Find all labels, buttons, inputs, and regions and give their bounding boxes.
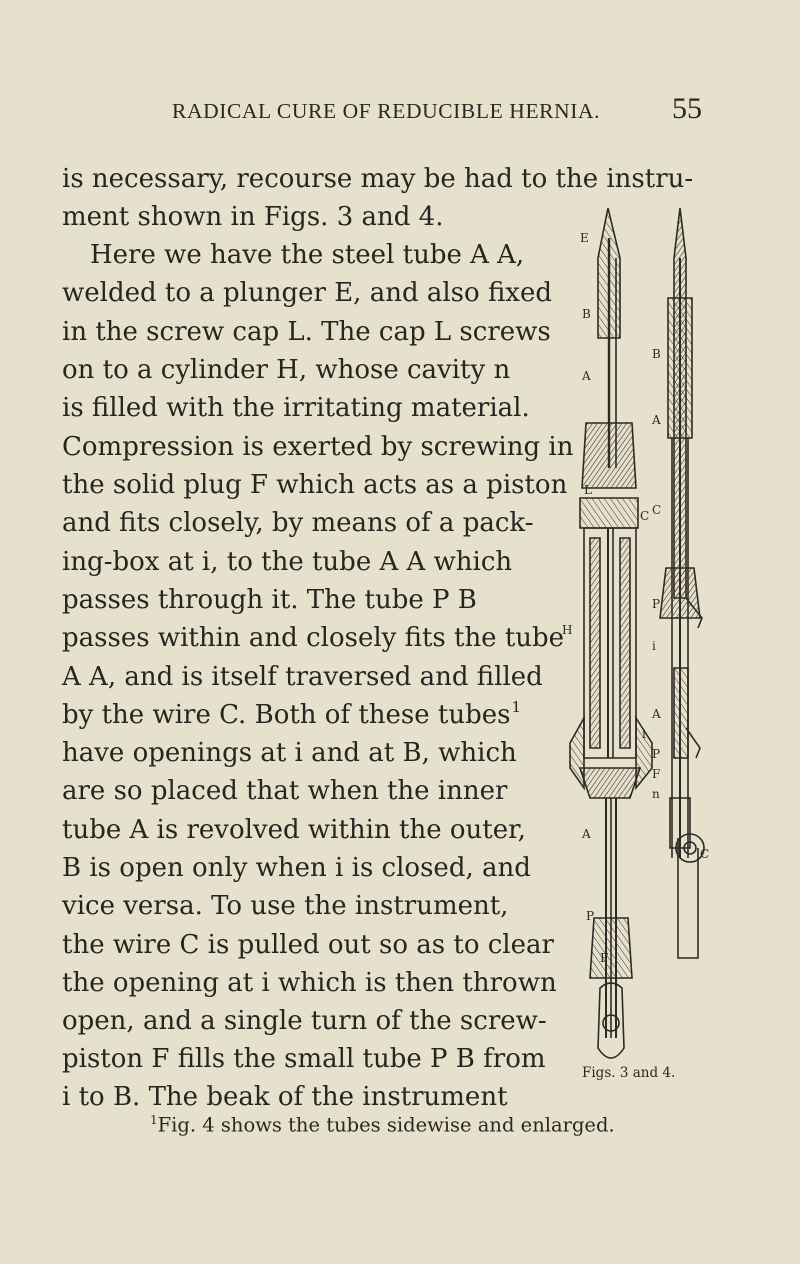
instrument-drawing — [540, 198, 800, 1083]
figure-3-instrument — [570, 208, 652, 1058]
body-line-with-ref — [62, 696, 521, 737]
body-line: have openings at i and at B, which — [62, 738, 517, 768]
body-line-text: by the wire C. Both of these tubes — [62, 700, 511, 730]
body-line: the wire C is pulled out so as to clear — [62, 930, 554, 960]
page-number: 55 — [672, 92, 702, 125]
label-i: i — [642, 727, 646, 741]
label-H: H — [562, 623, 573, 637]
body-line: welded to a plunger E, and also fixed — [62, 278, 552, 308]
body-line: B is open only when i is closed, and — [62, 853, 531, 883]
body-line: tube A is revolved within the outer, — [62, 815, 526, 845]
label-L: L — [584, 483, 592, 497]
body-line: passes through it. The tube P B — [62, 585, 477, 615]
running-title: RADICAL CURE OF REDUCIBLE HERNIA. — [172, 99, 601, 123]
body-line: are so placed that when the inner — [62, 776, 508, 806]
label-C-fig4: C — [652, 503, 662, 517]
body-line: i to B. The beak of the instrument — [62, 1082, 508, 1112]
screw-cap — [582, 423, 636, 488]
figure-caption: Figs. 3 and 4. — [582, 1065, 676, 1081]
body-line: is necessary, recourse may be had to the instru- — [62, 164, 694, 194]
label-A-fig4-lower: A — [652, 707, 661, 721]
footnote-text: Fig. 4 shows the tubes sidewise and enlarged. — [157, 1113, 615, 1137]
label-B: B — [582, 307, 591, 321]
label-A-fig4: A — [652, 413, 661, 427]
body-line: on to a cylinder H, whose cavity n — [62, 355, 511, 385]
body-line: ing-box at i, to the tube A A which — [62, 547, 513, 577]
label-P: P — [586, 909, 595, 923]
figure-4-instrument — [660, 208, 704, 958]
body-line: A A, and is itself traversed and filled — [62, 662, 543, 692]
body-line: ment shown in Figs. 3 and 4. — [62, 202, 444, 232]
label-C: C — [640, 509, 650, 523]
body-line: in the screw cap L. The cap L screws — [62, 317, 551, 347]
instrument-figure — [540, 198, 800, 1083]
body-line: and fits closely, by means of a pack- — [62, 508, 534, 538]
body-line: Here we have the steel tube A A, — [90, 240, 525, 270]
body-line: passes within and closely fits the tube — [62, 623, 565, 653]
label-P-fig4: P — [652, 597, 661, 611]
label-i-fig4: i — [652, 639, 656, 653]
label-A-lower: A — [582, 827, 591, 841]
body-line: piston F fills the small tube P B from — [62, 1044, 546, 1074]
body-line: the solid plug F which acts as a piston — [62, 470, 568, 500]
footnote-marker: 1 — [150, 1113, 158, 1127]
label-C-fig4-lower: C — [700, 847, 710, 861]
footnote — [150, 1113, 615, 1137]
label-F: F — [600, 951, 609, 965]
label-P-fig4-lower: P — [652, 747, 661, 761]
body-line: Compression is exerted by screwing in — [62, 432, 574, 462]
body-line: the opening at i which is then thrown — [62, 968, 557, 998]
label-F-fig4: F — [652, 767, 661, 781]
label-A: A — [582, 369, 591, 383]
label-B-fig4: B — [652, 347, 661, 361]
body-line: is filled with the irritating material. — [62, 393, 530, 423]
body-line: open, and a single turn of the screw- — [62, 1006, 547, 1036]
footnote-reference: 1 — [511, 698, 522, 716]
label-E: E — [580, 231, 589, 245]
body-line: vice versa. To use the instrument, — [62, 891, 509, 921]
label-n: n — [652, 787, 660, 801]
